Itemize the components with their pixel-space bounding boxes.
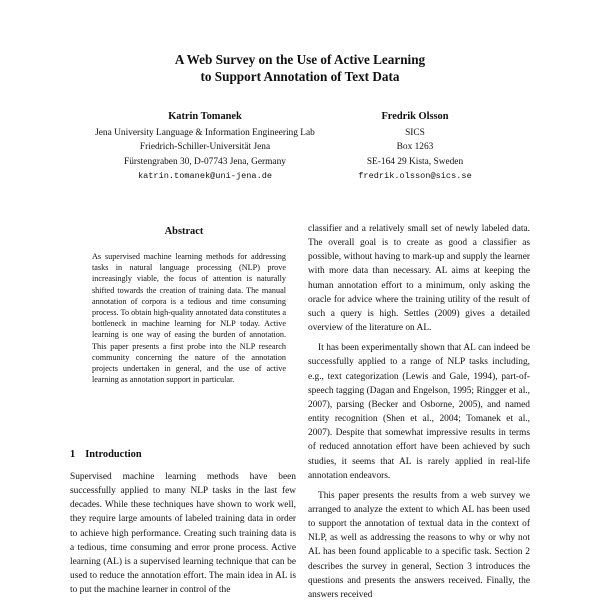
author-name: Katrin Tomanek	[168, 111, 242, 122]
body-paragraph: Supervised machine learning methods have been successfully applied to many NLP tasks in the last few decades. While these techniques have shown to work well, they require large amounts of labeled training data in order to achieve high performance. Creating such training data is a tedious, time consuming and error prone process. Active learning (AL) is a supervised learning technique that can be used to reduce the annotation effort. The main idea in AL is to put the machine learner in control of the	[70, 472, 296, 596]
author-affiliation: Jena University Language & Information Engineering Lab	[95, 127, 315, 138]
author-address: Fürstengraben 30, D-07743 Jena, Germany	[124, 156, 286, 167]
right-column-body	[308, 222, 530, 602]
body-paragraph: This paper presents the results from a web survey we arranged to analyze the extent to which AL has been used to support the annotation of textual data in the context of NLP, as well as addressing the reasons to why or why not AL has been found applicable to a specific task. Section 2 describes the survey in general, Section 3 introduces the questions and presents the answers received. Finally, the answers received	[308, 490, 530, 600]
paper-title	[0, 51, 600, 85]
section-number: 1	[70, 449, 76, 460]
abstract-text: As supervised machine learning methods for addressing tasks in natural language processing (NLP) prove increasingly viable, the focus of attention is naturally shifted towards the creation of training data. The manual annotation of corpora is a tedious and time consuming process. To obtain high-quality annotated data constitutes a bottleneck in machine learning for NLP today. Active learning is one way of easing the burden of annotation. This paper presents a first probe into the NLP research community concerning the nature of the annotation projects undertaken in general, and the use of active learning as annotation support in particular.	[92, 252, 286, 385]
author-affiliation: Box 1263	[396, 142, 434, 152]
abstract-heading: Abstract	[164, 226, 204, 237]
author-block-1	[70, 110, 340, 184]
author-email: katrin.tomanek@uni-jena.de	[137, 171, 273, 181]
paper-title-line-2: to Support Annotation of Text Data	[200, 69, 400, 84]
author-affiliation: SICS	[405, 127, 425, 138]
author-block-2	[330, 110, 500, 184]
body-paragraph: classifier and a relatively small set of newly labeled data. The overall goal is to create as good a classifier as possible, without having to mark-up and supply the learner with more data than necessary. AL aims at keeping the human annotation effort to a minimum, only asking the oracle for advice where the training utility of the result of such a query is high. Settles (2009) gives a detailed overview of the literature on AL.	[308, 224, 530, 334]
left-column-body	[70, 470, 296, 597]
section-heading	[70, 449, 142, 460]
author-affiliation: Friedrich-Schiller-Universität Jena	[139, 142, 271, 152]
author-email: fredrik.olsson@sics.se	[358, 171, 472, 181]
section-title: Introduction	[85, 449, 142, 460]
author-name: Fredrik Olsson	[381, 111, 449, 122]
paper-title-line-1: A Web Survey on the Use of Active Learning	[174, 52, 426, 67]
author-address: SE-164 29 Kista, Sweden	[366, 156, 464, 167]
body-paragraph: It has been experimentally shown that AL can indeed be successfully applied to a range of NLP tasks including, e.g., text categorization (Lewis and Gale, 1994), part-of-speech tagging (Dagan and Engelson, 1995; Ringger et al., 2007), parsing (Becker and Osborne, 2005), and named entity recognition (Shen et al., 2004; Tomanek et al., 2007). Despite that somewhat impressive results in terms of reduced annotation effort have been achieved by such studies, it seems that AL is rarely applied in real-life annotation endeavors.	[308, 343, 530, 481]
